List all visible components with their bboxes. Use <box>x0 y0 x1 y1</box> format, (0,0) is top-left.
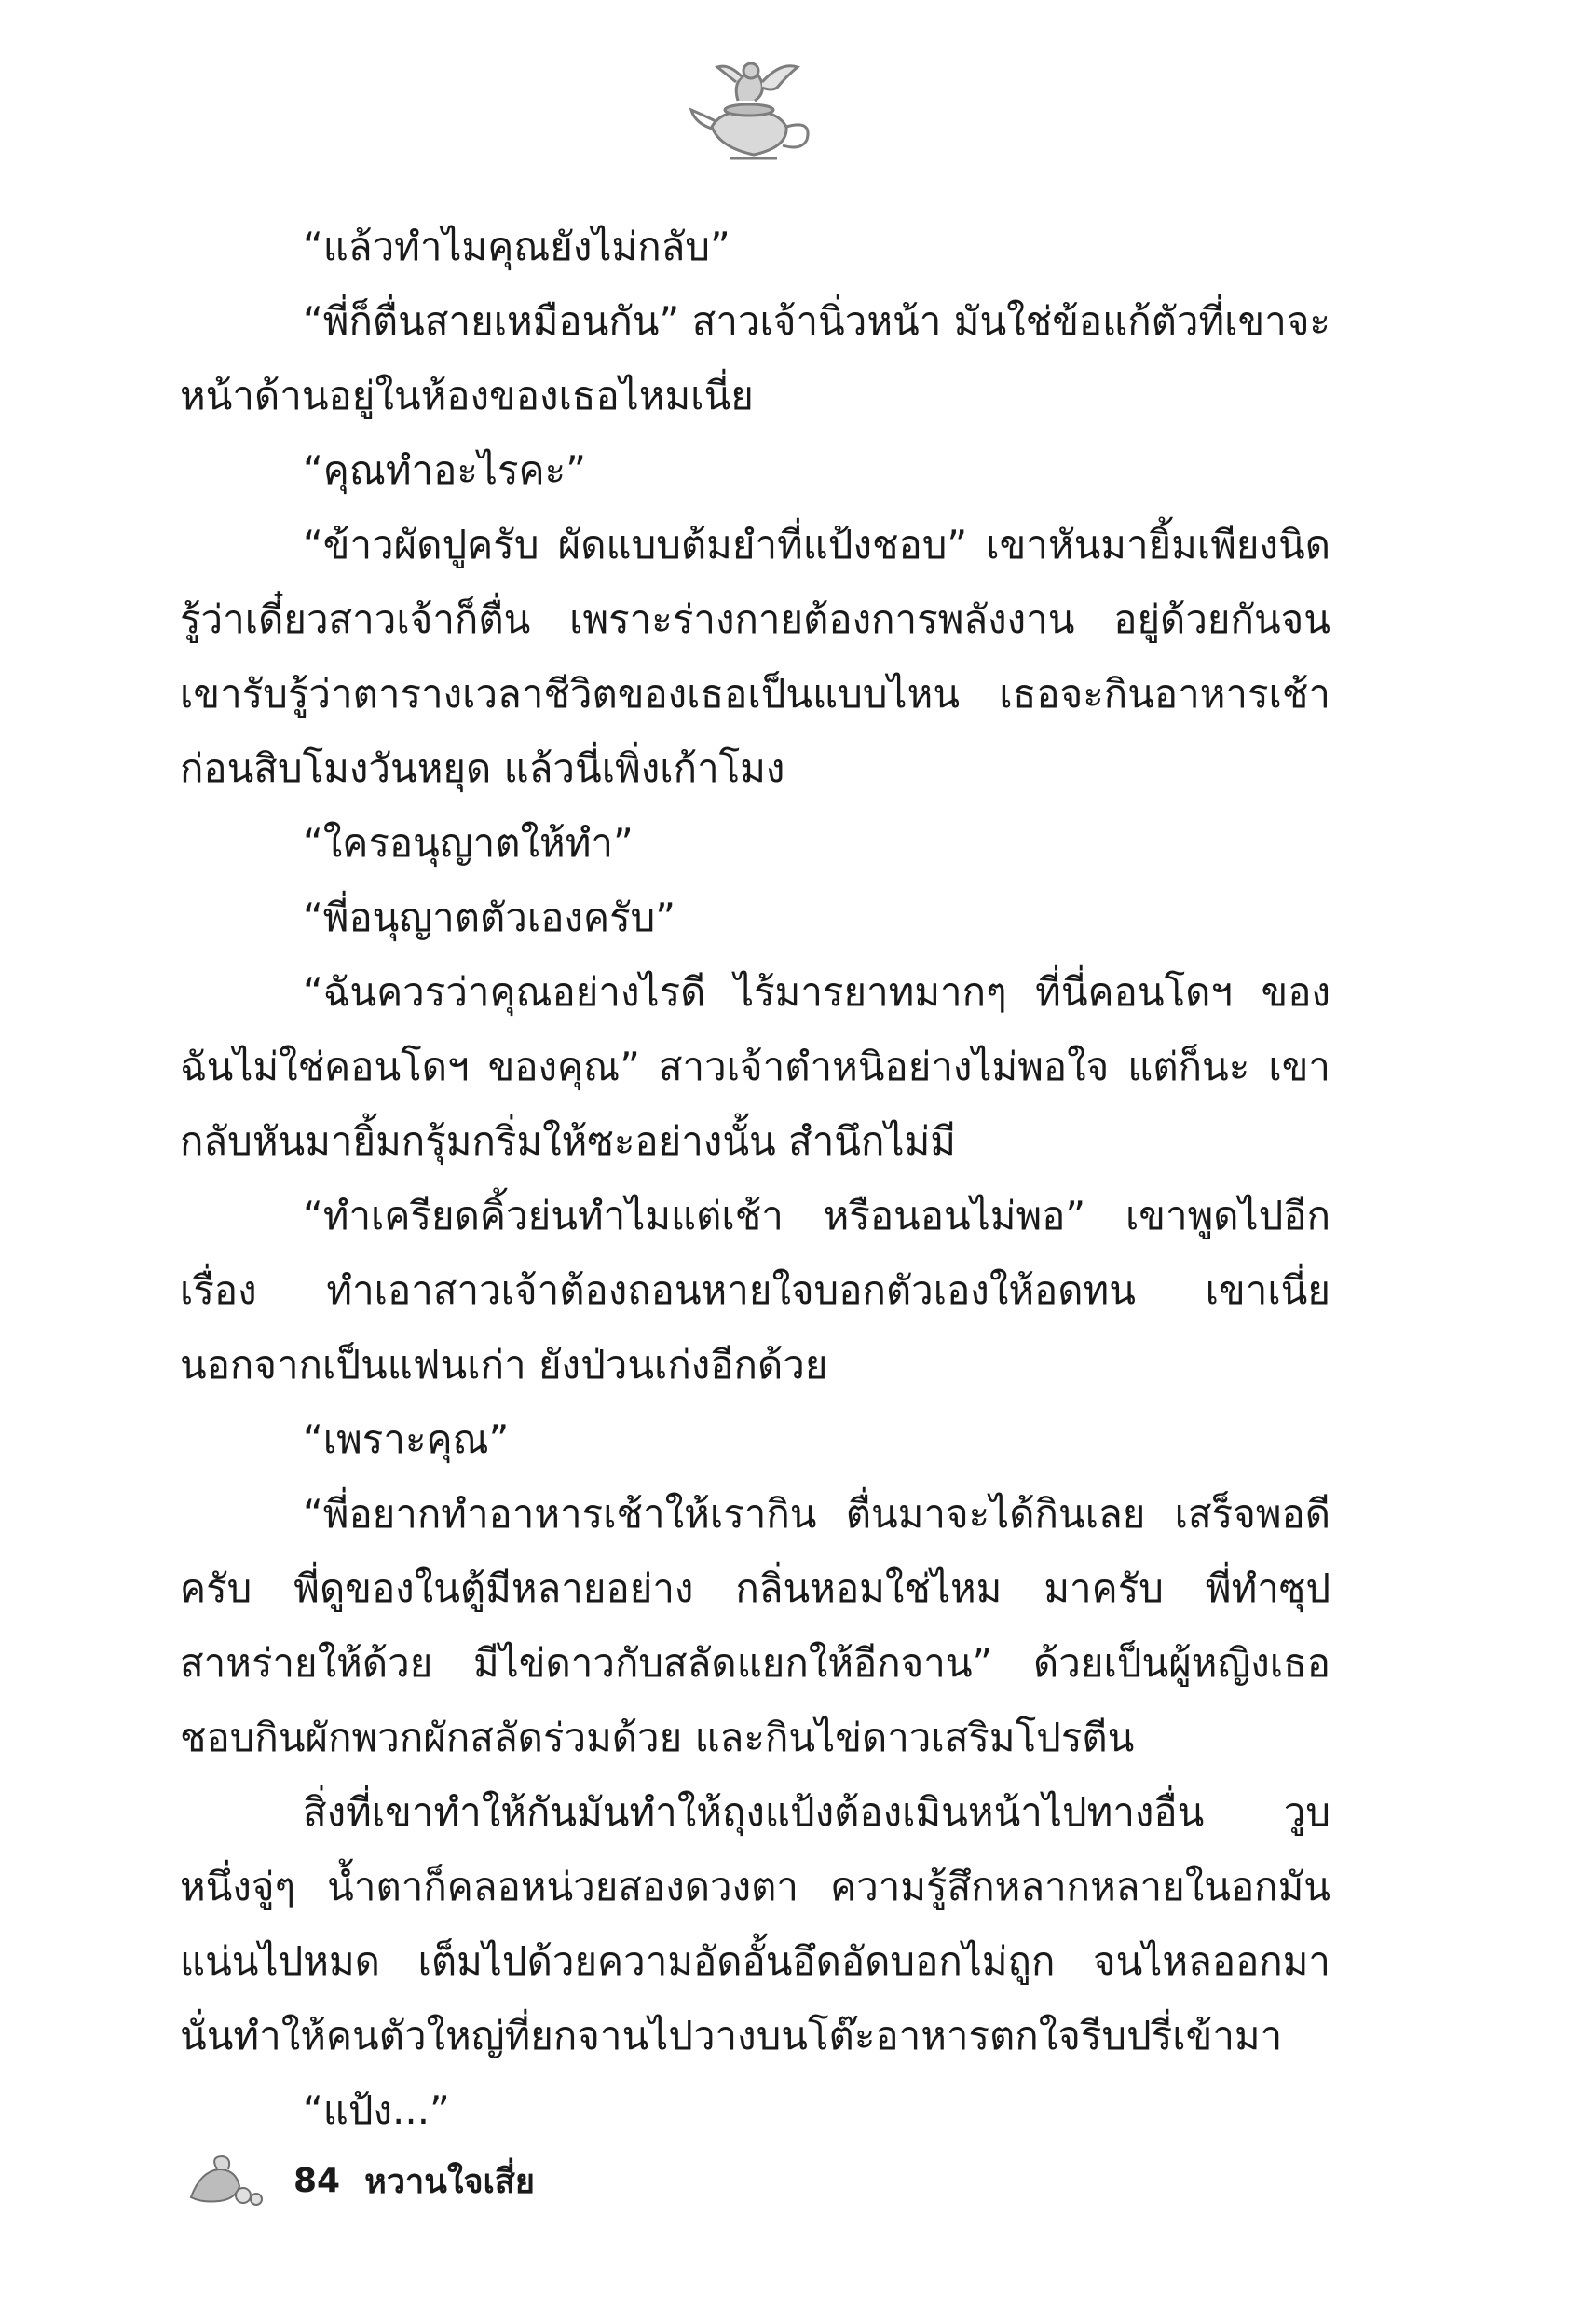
paragraph: “พี่ก็ตื่นสายเหมือนกัน” สาวเจ้านิ่วหน้า มันใช่ข้อแก้ตัวที่เขาจะหน้าด้านอยู่ในห้องของเธอไหมเนี่ย <box>180 298 1330 418</box>
paragraph: “พี่อนุญาตตัวเองครับ” <box>303 895 676 940</box>
paragraph: “ข้าวผัดปูครับ ผัดแบบต้มยำที่แป้งชอบ” เขาหันมายิ้มเพียงนิด รู้ว่าเดี๋ยวสาวเจ้าก็ตื่น เพราะร่างกายต้องการพลังงาน อยู่ด้วยกันจนเขารับรู้ว่าตารางเวลาชีวิตของเธอเป็นแบบไหน เธอจะกินอาหารเช้าก่อนสิบโมงวันหยุด แล้วนี่เพิ่งเก้าโมง <box>180 522 1330 791</box>
cupid-teapot-ornament-icon <box>684 54 824 166</box>
body-text <box>180 210 1330 2148</box>
page-footer <box>182 2153 535 2208</box>
book-title: หวานใจเสี่ย <box>364 2162 535 2201</box>
paragraph: สิ่งที่เขาทำให้กันมันทำให้ถุงแป้งต้องเมินหน้าไปทางอื่น วูบหนึ่งจู่ๆ น้ำตาก็คลอหน่วยสองดวงตา ความรู้สึกหลากหลายในอกมันแน่นไปหมด เต็มไปด้วยความอัดอั้นอึดอัดบอกไม่ถูก จนไหลออกมานั่นทำให้คนตัวใหญ่ที่ยกจานไปวางบนโต๊ะอาหารตกใจรีบปรี่เข้ามา <box>180 1789 1330 2058</box>
paragraph: “ทำเครียดคิ้วย่นทำไมแต่เช้า หรือนอนไม่พอ” เขาพูดไปอีกเรื่อง ทำเอาสาวเจ้าต้องถอนหายใจบอกตัวเองให้อดทน เขาเนี่ยนอกจากเป็นแฟนเก่า ยังป่วนเก่งอีกด้วย <box>180 1193 1330 1388</box>
paragraph: “ฉันควรว่าคุณอย่างไรดี ไร้มารยาทมากๆ ที่นี่คอนโดฯ ของฉันไม่ใช่คอนโดฯ ของคุณ” สาวเจ้าตำหนิอย่างไม่พอใจ แต่ก็นะ เขากลับหันมายิ้มกรุ้มกริ่มให้ซะอย่างนั้น สำนึกไม่มี <box>180 969 1330 1164</box>
paragraph: “ใครอนุญาตให้ทำ” <box>303 820 634 866</box>
paragraph: “พี่อยากทำอาหารเช้าให้เรากิน ตื่นมาจะได้กินเลย เสร็จพอดีครับ พี่ดูของในตู้มีหลายอย่าง กลิ่นหอมใช่ไหม มาครับ พี่ทำซุปสาหร่ายให้ด้วย มีไข่ดาวกับสลัดแยกให้อีกจาน” ด้วยเป็นผู้หญิงเธอชอบกินผักพวกผักสลัดร่วมด้วย และกินไข่ดาวเสริมโปรตีน <box>180 1491 1330 1760</box>
cupid-ornament-icon <box>182 2153 266 2208</box>
page-number: 84 <box>293 2161 341 2200</box>
paragraph: “แล้วทำไมคุณยังไม่กลับ” <box>303 224 730 269</box>
paragraph: “แป้ง...” <box>303 2087 450 2133</box>
paragraph: “คุณทำอะไรคะ” <box>303 447 586 493</box>
paragraph: “เพราะคุณ” <box>303 1416 510 1462</box>
